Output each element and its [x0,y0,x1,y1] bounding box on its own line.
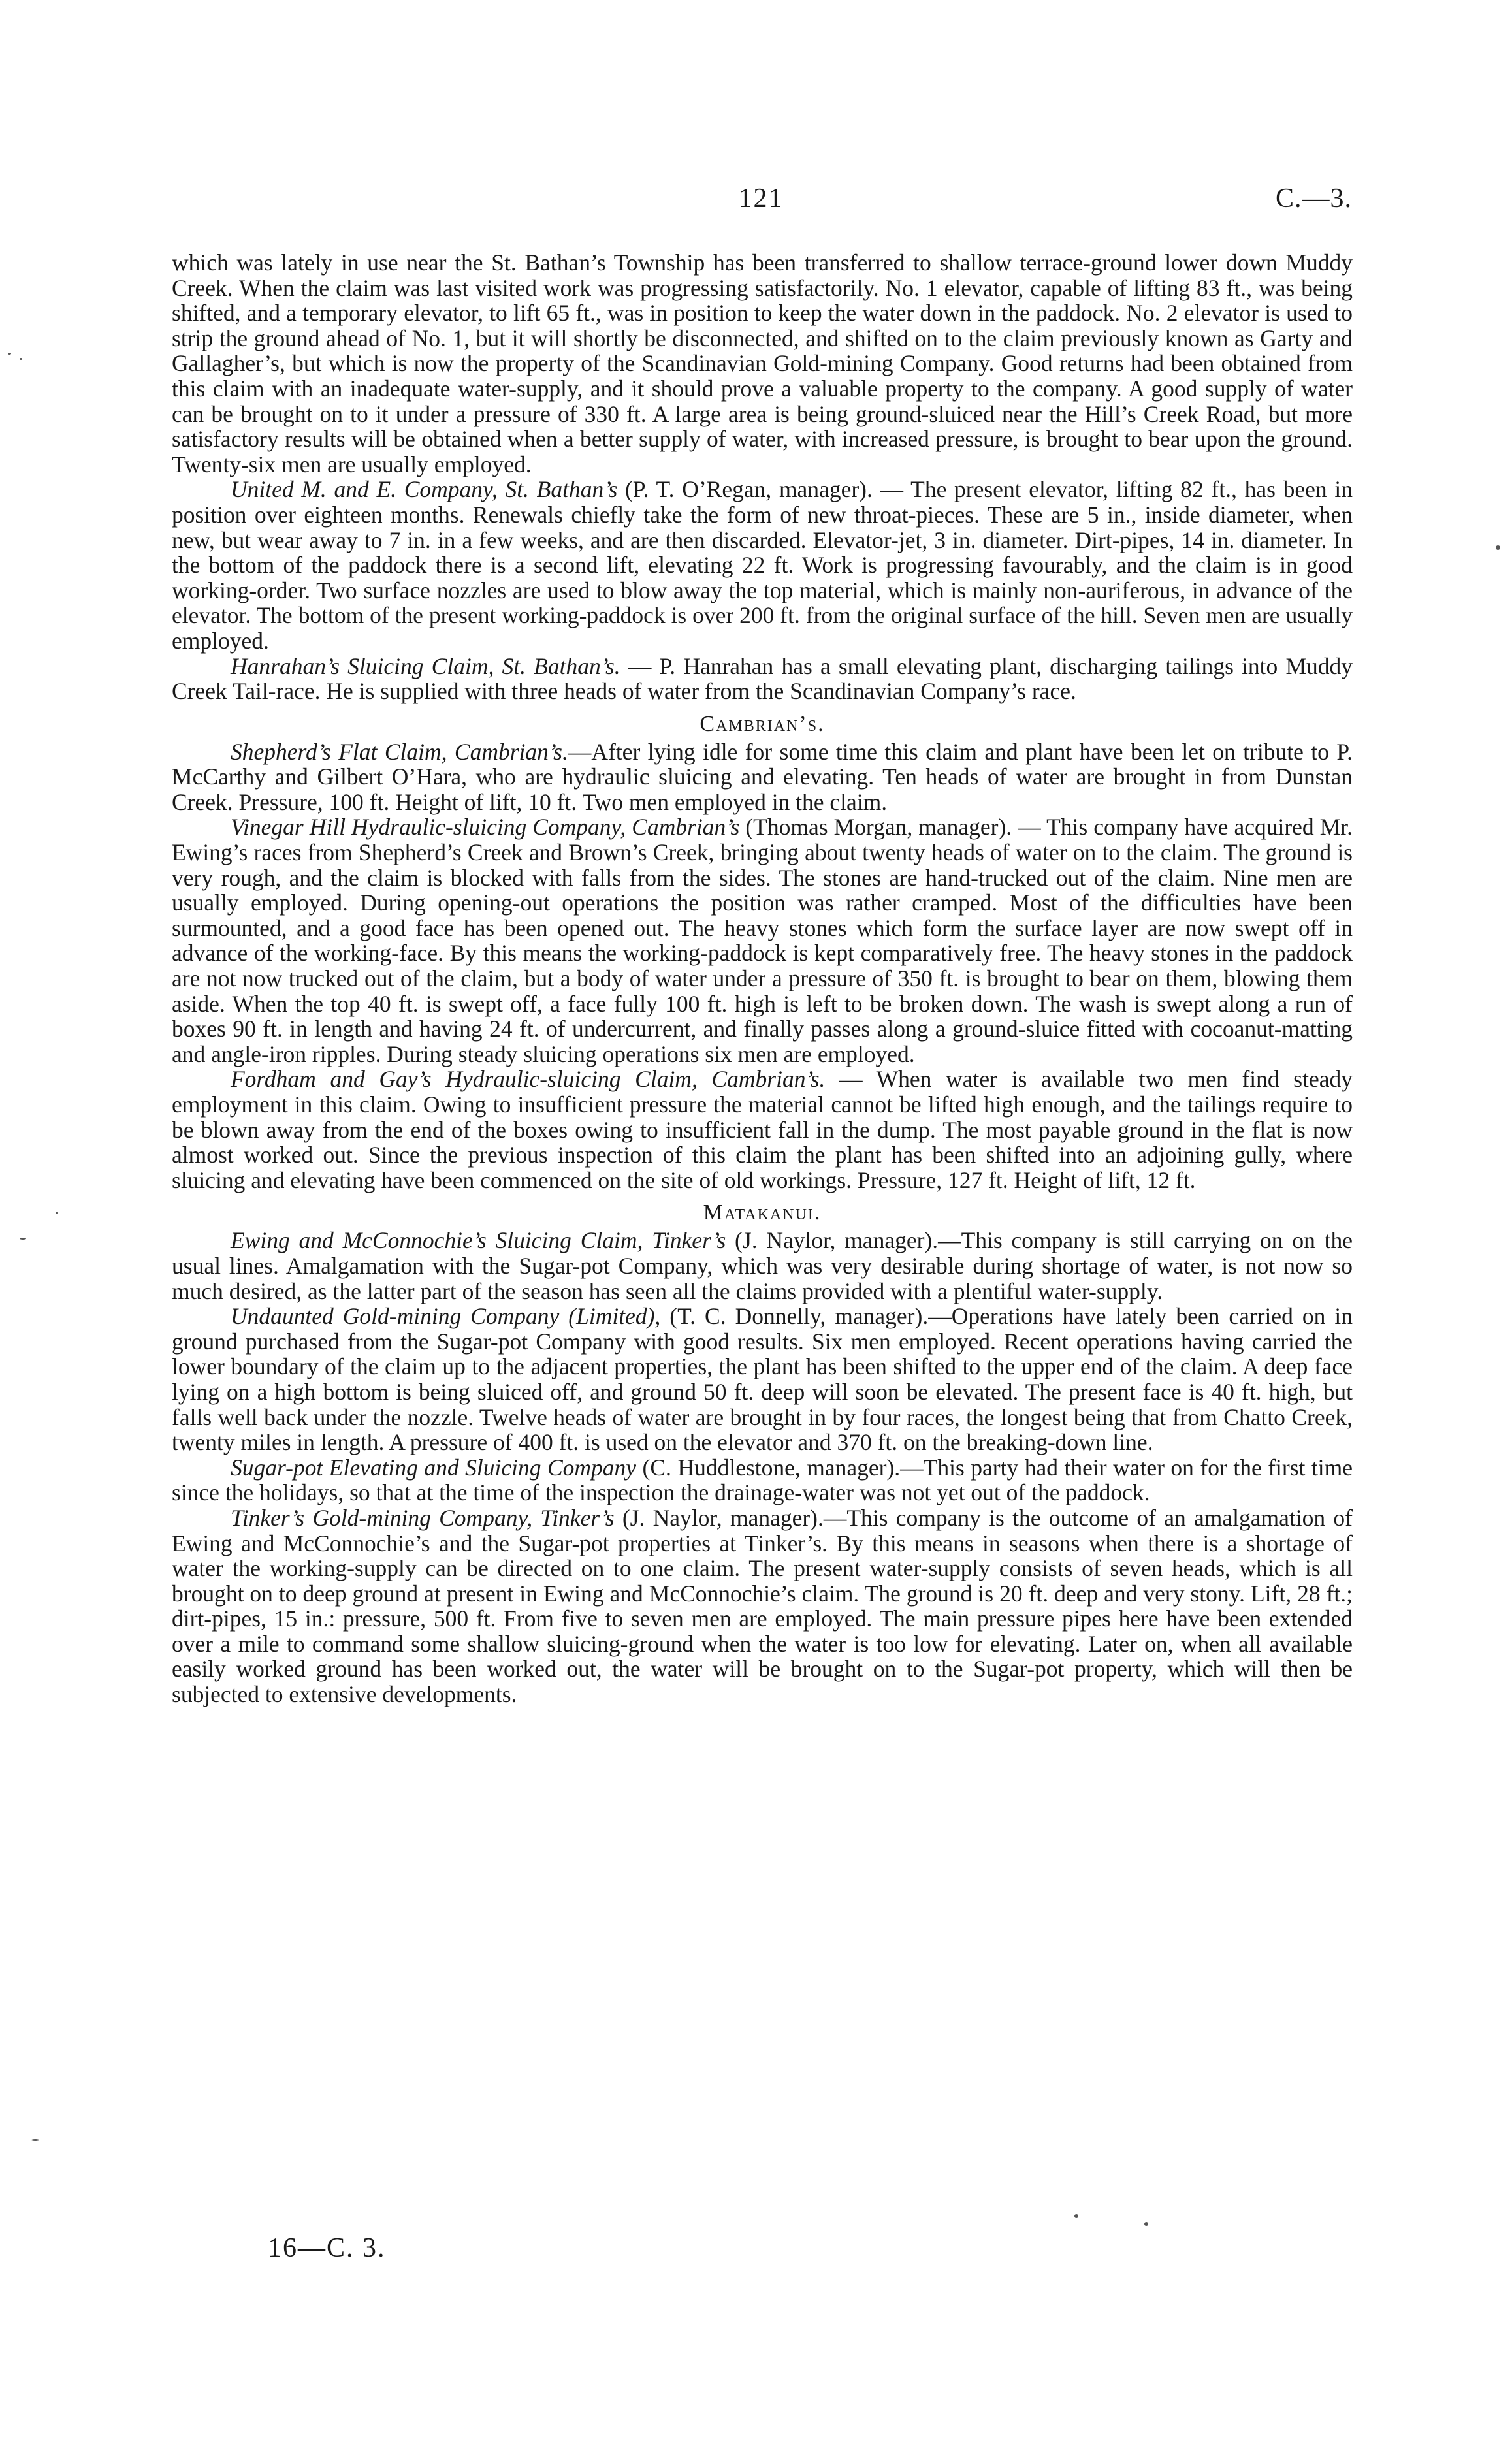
claim-description: (T. C. Donnelly, manager).—Operations have lately been carried on in ground purchased from the Sugar-pot Company with good results. Six men employed. Recent operations having carried the lower boundary of the claim up to the adjacent properties, the plant has been shifted to the upper end of the claim. A deep face lying on a high bottom is being sluiced off, and ground 50 ft. deep will soon be elevated. The present face is 40 ft. high, but falls well back under the nozzle. Twelve heads of water are brought in by four races, the longest being that from Chatto Creek, twenty miles in length. A pressure of 400 ft. is used on the elevator and 370 ft. on the breaking-down line. [172,1303,1353,1456]
claim-description: (J. Naylor, manager).—This company is still carrying on on the usual lines. Amalgamation with the Sugar-pot Company, which was very desirable during shortage of water, is not now so much desired, as the latter part of the season has seen all the claims provided with a plentiful water-supply. [172,1227,1353,1304]
section-heading-matakanui: Matakanui. [703,1200,822,1225]
margin-speck [56,1212,58,1214]
matakanui-entries [172,1228,1353,1707]
claim-paragraph [172,1455,1353,1505]
claim-name: United M. and E. Company, St. Bathan’s [231,476,618,503]
claim-description: (C. Huddlestone, manager).—This party had their water on for the first time since the holidays, so that at the time of the inspection the drainage-water was not yet out of the paddock. [172,1454,1353,1506]
report-body [172,250,1353,1707]
claim-paragraph [172,1304,1353,1455]
claim-name: Hanrahan’s Sluicing Claim, St. Bathan’s. [231,652,620,679]
margin-speck [31,2139,39,2141]
claim-name: Undaunted Gold-mining Company (Limited), [231,1303,661,1330]
page-header [170,183,1352,222]
claim-paragraph [172,1228,1353,1304]
claim-paragraph [172,814,1353,1067]
claim-name: Sugar-pot Elevating and Sluicing Company [231,1454,637,1481]
margin-speck [1496,545,1500,550]
claim-name: Shepherd’s Flat Claim, Cambrian’s. [231,738,568,765]
printer-signature: 16—C. 3. [268,2233,386,2263]
claim-name: Tinker’s Gold-mining Company, Tinker’s [231,1504,615,1531]
claim-description: — When water is available two men find steady employment in this claim. Owing to insufficient pressure the material cannot be lifted high enough, and the tailings require to be blown away from the end of the boxes owing to insufficient fall in the dump. The most payable ground in the flat is now almost worked out. Since the previous inspection of this claim the plant has been shifted into an adjoining gully, where sluicing and elevating have been commenced on the site of old workings. Pressure, 127 ft. Height of lift, 12 ft. [172,1066,1353,1193]
claim-paragraph [172,1505,1353,1707]
claim-paragraph [172,654,1353,704]
margin-speck [1074,2214,1078,2218]
section-heading-cambrians: Cambrian’s. [700,711,825,736]
claim-description: — P. Hanrahan has a small elevating plant, discharging tailings into Muddy Creek Tail-race. He is supplied with three heads of water from the Scandinavian Company’s race. [172,652,1353,705]
claim-name: Vinegar Hill Hydraulic-sluicing Company, Cambrian’s [231,814,740,841]
margin-speck [8,353,11,355]
continued-paragraph: which was lately in use near the St. Bathan’s Township has been transferred to shallow terrace-ground lower down Muddy Creek. When the claim was last visited work was progressing satisfactorily. No. 1 elevator, capable of lifting 83 ft., was being shifted, and a temporary elevator, to lift 65 ft., was in position to keep the water down in the paddock. No. 2 elevator is used to strip the ground ahead of No. 1, but it will shortly be disconnected, and shifted on to the claim previously known as Garty and Gallagher’s, but which is now the property of the Scandinavian Gold-mining Company. Good returns had been obtained from this claim with an inadequate water-supply, and it should prove a valuable property to the company. A good supply of water can be brought on to it under a pressure of 330 ft. A large area is being ground-sluiced near the Hill’s Creek Road, but more satisfactory results will be obtained when a better supply of water, with increased pressure, is brought to bear upon the ground. Twenty-six men are usually employed. [172,249,1353,477]
claim-description: (Thomas Morgan, manager). — This company have acquired Mr. Ewing’s races from Shepherd’s Creek and Brown’s Creek, bringing about twenty heads of water on to the claim. The ground is very rough, and the claim is blocked with falls from the sides. The stones are hand-trucked out of the claim. Nine men are usually employed. During opening-out operations the position was rather cramped. Most of the difficulties have been surmounted, and a good face has been opened out. The heavy stones which form the surface layer are now swept off in advance of the working-face. By this means the working-paddock is kept comparatively free. The heavy stones in the paddock are not now trucked out of the claim, but a body of water under a pressure of 350 ft. is brought to bear on them, blowing them aside. When the top 40 ft. is swept off, a face fully 100 ft. high is left to be broken down. The wash is swept along a run of boxes 90 ft. in length and having 24 ft. of undercurrent, and finally passes along a ground-sluice fitted with cocoanut-matting and angle-iron ripples. During steady sluicing operations six men are employed. [172,814,1353,1067]
st-bathans-entries [172,477,1353,703]
claim-description: (P. T. O’Regan, manager). — The present elevator, lifting 82 ft., has been in position over eighteen months. Renewals chiefly take the form of new throat-pieces. These are 5 in., inside diameter, when new, but wear away to 7 in. in a few weeks, and are then discarded. Elevator-jet, 3 in. diameter. Dirt-pipes, 14 in. diameter. In the bottom of the paddock there is a second lift, elevating 22 ft. Work is progressing favourably, and the claim is in good working-order. Two surface nozzles are used to blow away the top material, which is mainly non-auriferous, in advance of the elevator. The bottom of the present working-paddock is over 200 ft. from the original surface of the hill. Seven men are usually employed. [172,476,1353,654]
claim-description: (J. Naylor, manager).—This company is the outcome of an amalgamation of Ewing and McConnochie’s and the Sugar-pot properties at Tinker’s. By this means in seasons when there is a shortage of water the working-supply can be directed on to one claim. The present water-supply consists of seven heads, which is all brought on to deep ground at present in Ewing and McConnochie’s claim. The ground is 20 ft. deep and very stony. Lift, 28 ft.; dirt-pipes, 15 in.: pressure, 500 ft. From five to seven men are employed. The main pressure pipes here have been extended over a mile to command some shallow sluicing-ground when the water is too low for elevating. Later on, when all available easily worked ground has been worked out, the water will be brought on to the Sugar-pot property, which will then be subjected to extensive developments. [172,1504,1353,1708]
margin-speck [20,1238,26,1240]
document-reference: C.—3. [1275,184,1352,214]
claim-paragraph [172,1067,1353,1193]
page-number: 121 [738,184,784,214]
margin-speck [1144,2222,1148,2226]
claim-name: Fordham and Gay’s Hydraulic-sluicing Claim, Cambrian’s. [231,1066,826,1093]
margin-speck [20,358,22,360]
claim-paragraph [172,477,1353,653]
cambrians-entries [172,739,1353,1193]
claim-description: —After lying idle for some time this claim and plant have been let on tribute to P. McCarthy and Gilbert O’Hara, who are hydraulic sluicing and elevating. Ten heads of water are brought in from Dunstan Creek. Pressure, 100 ft. Height of lift, 10 ft. Two men employed in the claim. [172,738,1353,815]
claim-paragraph [172,739,1353,815]
claim-name: Ewing and McConnochie’s Sluicing Claim, Tinker’s [231,1227,726,1254]
